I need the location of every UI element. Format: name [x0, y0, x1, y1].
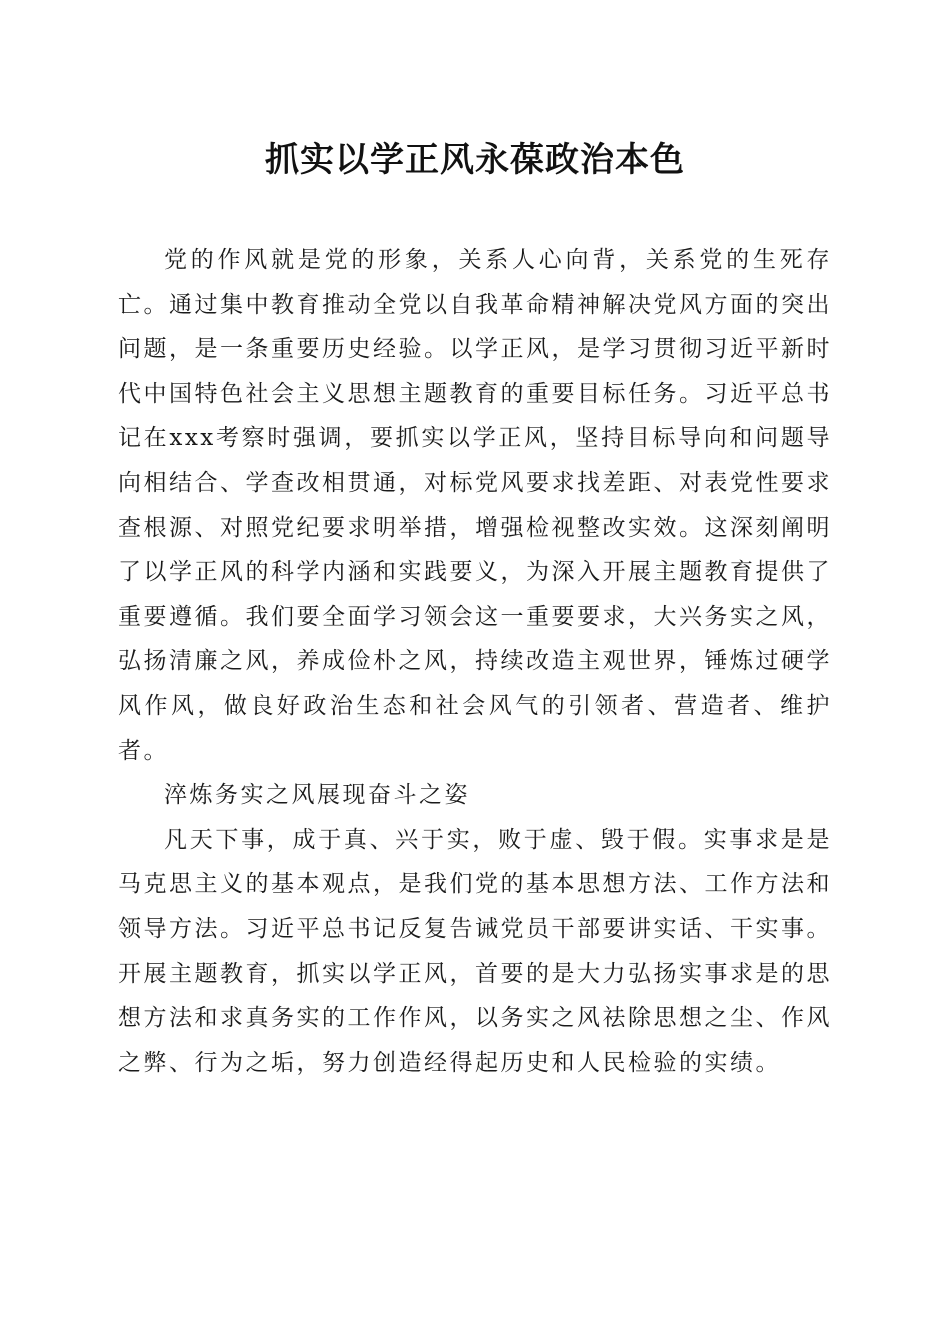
section-heading: 淬炼务实之风展现奋斗之姿 — [164, 782, 470, 809]
document-page — [118, 138, 832, 1085]
paragraph-section-body: 凡天下事，成于真、兴于实，败于虚、毁于假。实事求是是马克思主义的基本观点，是我们党的基本思想方法、工作方法和领导方法。习近平总书记反复告诫党员干部要讲实话、干实事。开展主题教育，抓实以学正风，首要的是大力弘扬实事求是的思想方法和求真务实的工作作风，以务实之风祛除思想之尘、作风之弊、行为之垢，努力创造经得起历史和人民检验的实绩。 — [118, 826, 832, 1076]
document-title: 抓实以学正风永葆政治本色 — [265, 140, 685, 180]
paragraph-intro: 党的作风就是党的形象，关系人心向背，关系党的生死存亡。通过集中教育推动全党以自我革命精神解决党风方面的突出问题，是一条重要历史经验。以学正风，是学习贯彻习近平新时代中国特色社会主义思想主题教育的重要目标任务。习近平总书记在xxx考察时强调，要抓实以学正风，坚持目标导向和问题导向相结合、学查改相贯通，对标党风要求找差距、对表党性要求查根源、对照党纪要求明举措，增强检视整改实效。这深刻阐明了以学正风的科学内涵和实践要义，为深入开展主题教育提供了重要遵循。我们要全面学习领会这一重要要求，大兴务实之风，弘扬清廉之风，养成俭朴之风，持续改造主观世界，锤炼过硬学风作风，做良好政治生态和社会风气的引领者、营造者、维护者。 — [118, 247, 832, 764]
